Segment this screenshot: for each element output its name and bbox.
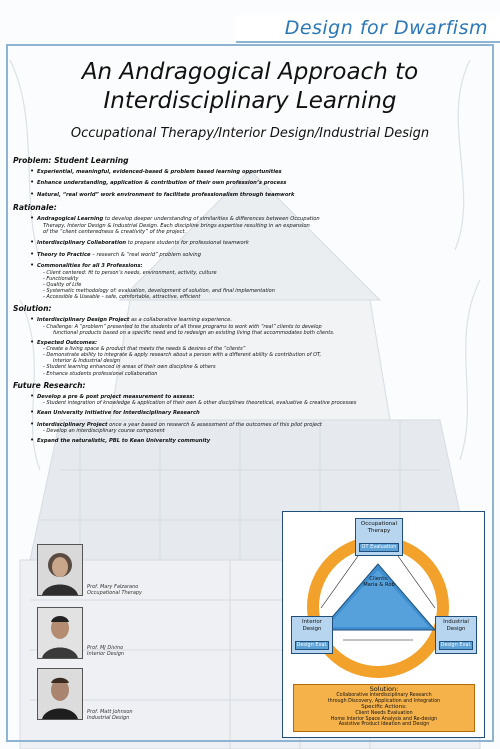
future-heading: Future Research: (13, 380, 86, 390)
future-detail: - Student integration of knowledge & application of their own & other disciplines theoretical, evaluative & creative processes (43, 400, 357, 406)
commonality-item: - Client centered: fit to person’s needs, environment, activity, culture (43, 269, 217, 276)
ot-evaluation-tag: OT Evaluation (359, 543, 399, 552)
outcome-item: - Enhance students professional collaboration (43, 370, 158, 377)
future-bullet: • Develop a pre & post project measurement to assess: (13, 394, 483, 400)
outcome-item: - Create a living space & product that meets the needs & desires of the “clients” (43, 346, 246, 353)
rationale-bullet: • Commonalities for all 3 Professions: (13, 263, 483, 269)
future-detail: - Develop an interdisciplinary course component (43, 427, 165, 434)
main-title (0, 58, 500, 116)
solution-box: Solution: Collaborative Interdisciplinary Research through Discovery, Application and Integration Specific Actions: Client Needs Evaluation Home Interior Space Analysis and Re-design Assistive Product Ideation and Design (293, 684, 475, 732)
rationale-bullet: • Interdisciplinary Collaboration to prepare students for professional teamwork (13, 240, 483, 246)
portrait-photo-falzarano (37, 544, 83, 596)
problem-bullet: • Experiential, meaningful, evidenced-based & problem based learning opportunities (13, 169, 483, 175)
outcome-item: - Demonstrate ability to integrate & apply research about a person with a different ability & contribution of OT, (43, 352, 322, 359)
main-title-line-1: An Andragogical Approach to (81, 59, 419, 85)
solution-detail: - Challenge: A “problem” presented to the students of all three programs to work with “real” clients to develop (43, 323, 322, 330)
solution-bullet: • Interdisciplinary Design Project as a collaborative learning experience. (13, 317, 483, 323)
caption-divino: Prof. MJ Divino Interior Design (87, 645, 125, 657)
commonality-item: - Quality of Life (43, 281, 82, 288)
problem-bullet: • Enhance understanding, application & contribution of their own profession’s process (13, 180, 483, 186)
portrait-photo-divino (37, 607, 83, 659)
commonality-item: - Systematic methodology of: evaluation, development of solution, and final implementation (43, 287, 275, 294)
clients-label: Clients: Maria & Rob (363, 576, 395, 589)
outcome-item: Interior & Industrial design (53, 358, 120, 365)
outcome-item: - Student learning enhanced in areas of their own discipline & others (43, 364, 216, 371)
interdisciplinary-diagram (282, 511, 485, 738)
subtitle: Occupational Therapy/Interior Design/Industrial Design (70, 126, 430, 141)
node-occupational-therapy: Occupational Therapy OT Evaluation (355, 518, 403, 556)
solution-heading: Solution: (13, 304, 52, 314)
commonality-item: - Accessible & Useable – safe, comfortable, attractive, efficient (43, 294, 201, 301)
industrial-design-eval-tag: Design Eval. (440, 642, 472, 648)
problem-bullet: • Natural, “real world” work environment to facilitate professionalism through teamwork (13, 192, 483, 198)
solution-detail: functional products based on a specific need and to redesign an existing living that accommodates both clients. (53, 329, 335, 336)
future-bullet: • Interdisciplinary Project once a year based on research & assessment of the outcomes of this pilot project (13, 422, 483, 428)
portrait-photo-johnson (37, 668, 83, 720)
node-interior-design: Interior Design Design Eval. (291, 616, 333, 654)
node-industrial-design: Industrial Design Design Eval. (435, 616, 477, 654)
solution-bullet: • Expected Outcomes: (13, 340, 483, 346)
problem-heading: Problem: Student Learning (13, 156, 129, 165)
future-bullet: • Kean University Initiative for Interdisciplinary Research (13, 410, 483, 416)
commonality-item: - Functionality (43, 275, 79, 282)
interior-design-eval-tag: Design Eval. (296, 642, 328, 648)
poster-body (13, 156, 483, 449)
rationale-heading: Rationale: (13, 203, 57, 213)
future-bullet: • Expand the naturalistic, PBL to Kean University community (13, 438, 483, 444)
caption-johnson: Prof. Matt Johnson Industrial Design (87, 709, 133, 721)
main-title-line-2: Interdisciplinary Learning (103, 88, 397, 114)
rationale-bullet: • Andragogical Learning to develop deeper understanding of similarities & differences between Occupation Therapy, Interior Design & Industrial Design. Each discipline brings expertise resulting in an expansion of the “client centeredness & creativity” of the project. (13, 216, 483, 235)
poster-header-title: Design for Dwarfism (284, 17, 488, 39)
caption-falzarano: Prof. Mary Falzarano Occupational Therapy (87, 584, 143, 596)
rationale-bullet: • Theory to Practice – research & “real world” problem solving (13, 252, 483, 258)
